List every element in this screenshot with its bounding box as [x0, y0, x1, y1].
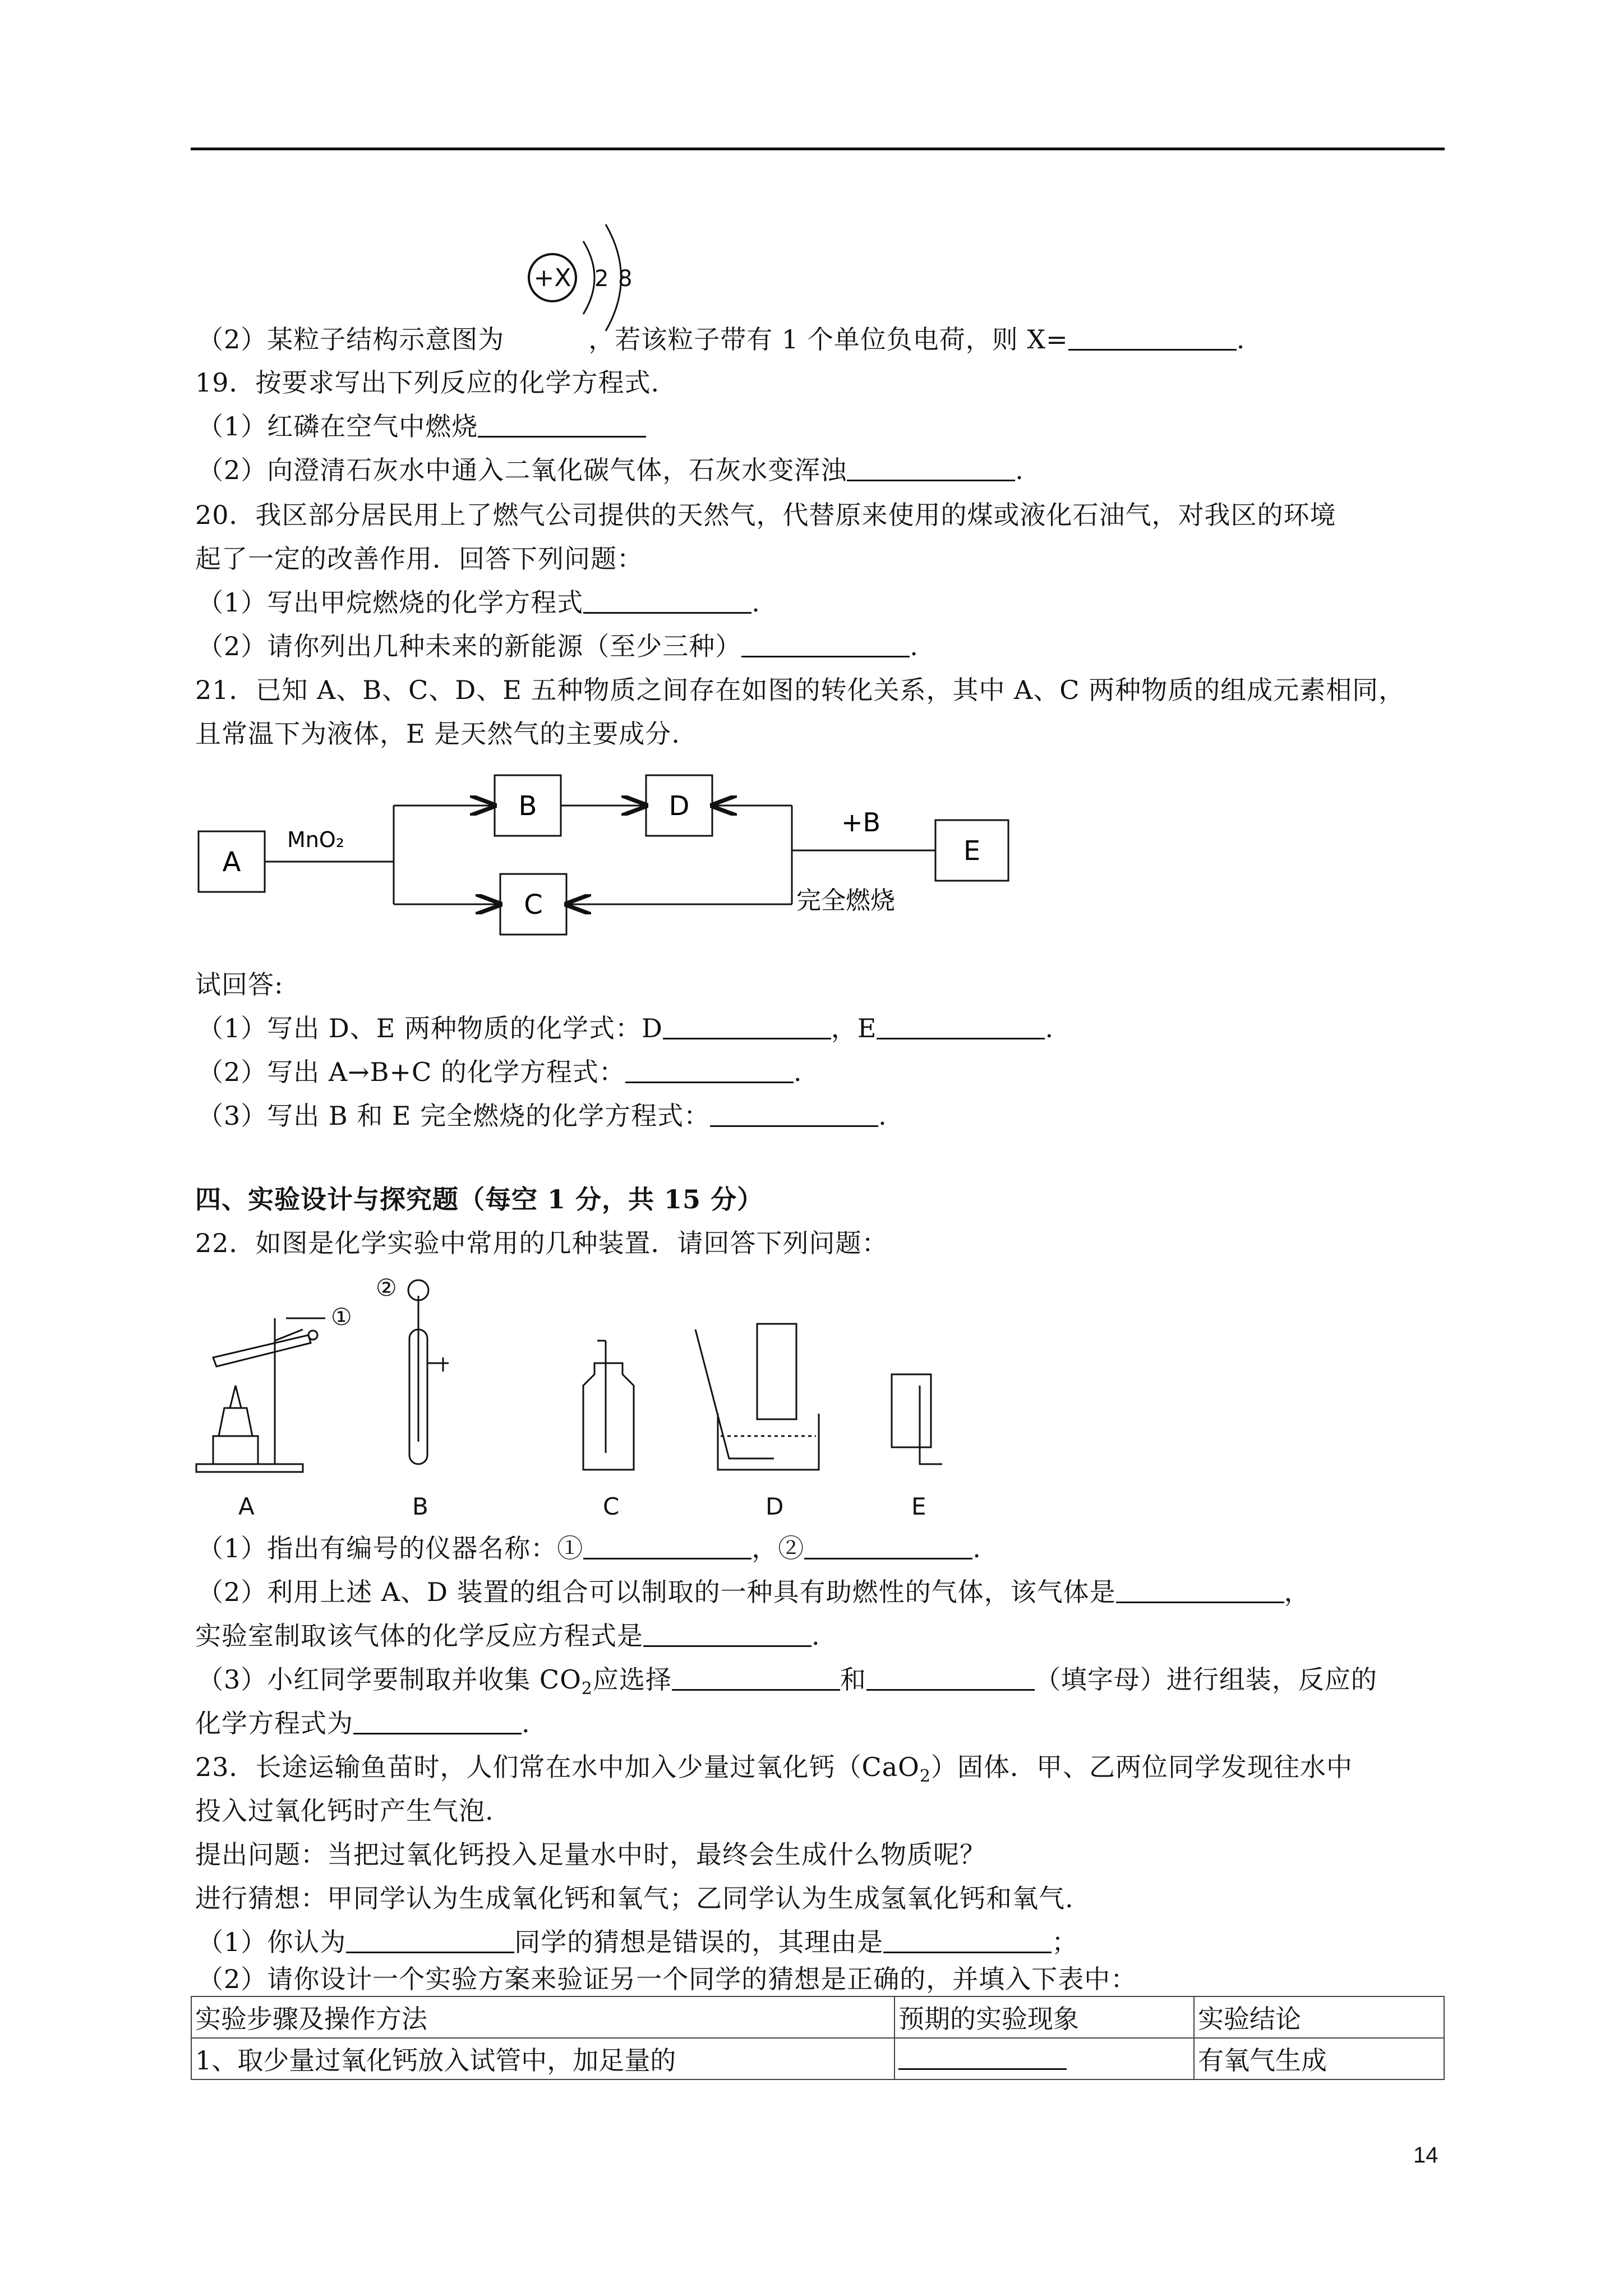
box-E: E — [963, 835, 981, 867]
mark-2: ② — [376, 1274, 397, 1301]
atom-shell-2: 8 — [618, 266, 633, 292]
q18-2: （2）某粒子结构示意图为 ，若该粒子带有 1 个单位负电荷，则 X= . — [197, 324, 1246, 355]
answer-blank[interactable] — [883, 1927, 1052, 1953]
q22-1: （1）指出有编号的仪器名称：① ，② . — [197, 1533, 981, 1563]
q23-question: 提出问题：当把过氧化钙投入足量水中时，最终会生成什么物质呢？ — [195, 1839, 986, 1870]
box-D: D — [668, 790, 690, 822]
answer-blank[interactable] — [583, 1533, 751, 1559]
section-4-heading: 四、实验设计与探究题（每空 1 分，共 15 分） — [195, 1184, 764, 1214]
q23-line1: 23．长途运输鱼苗时，人们常在水中加入少量过氧化钙（CaO$_2$）固体．甲、乙两位同学发现往水中 — [195, 1752, 1353, 1787]
q20-line1: 20．我区部分居民用上了燃气公司提供的天然气，代替原来使用的煤或液化石油气，对我区的环境 — [195, 500, 1336, 530]
answer-blank[interactable] — [898, 2044, 1067, 2070]
q21-1: （1）写出 D、E 两种物质的化学式：D ，E . — [197, 1013, 1054, 1043]
catalyst-label: MnO₂ — [287, 827, 345, 852]
q21-ask: 试回答: — [195, 969, 284, 1000]
answer-blank[interactable] — [663, 1013, 831, 1039]
q21-3: （3）写出 B 和 E 完全燃烧的化学方程式： . — [197, 1101, 887, 1131]
answer-blank[interactable] — [478, 411, 646, 438]
label-A: A — [238, 1493, 255, 1520]
box-A: A — [222, 846, 241, 878]
table-header-row — [191, 1996, 1444, 2038]
mark-1: ① — [331, 1303, 352, 1331]
q22-2a: （2）利用上述 A、D 装置的组合可以制取的一种具有助燃性的气体，该气体是 ， — [197, 1577, 1311, 1607]
label-D: D — [766, 1493, 784, 1520]
answer-blank[interactable] — [583, 587, 751, 614]
header-rule — [191, 148, 1445, 150]
experiment-table — [191, 1996, 1445, 2080]
answer-blank[interactable] — [710, 1101, 878, 1127]
label-B: B — [412, 1493, 428, 1520]
label-C: C — [603, 1493, 620, 1520]
atom-nucleus: +X — [533, 264, 571, 292]
q22: 22．如图是化学实验中常用的几种装置．请回答下列问题： — [195, 1228, 888, 1258]
conversion-flow-diagram — [191, 769, 1032, 956]
answer-blank[interactable] — [672, 1664, 840, 1691]
apparatus-figure — [191, 1273, 1009, 1528]
condition-label: 完全燃烧 — [796, 886, 895, 915]
answer-blank[interactable] — [866, 1664, 1035, 1691]
reagent-label: +B — [841, 807, 881, 838]
q22-2b: 实验室制取该气体的化学反应方程式是 . — [195, 1621, 820, 1651]
q19: 19．按要求写出下列反应的化学方程式. — [195, 367, 660, 398]
table-row — [191, 2038, 1444, 2079]
q19-2: （2）向澄清石灰水中通入二氧化碳气体，石灰水变浑浊 . — [197, 455, 1024, 485]
q20-line2: 起了一定的改善作用．回答下列问题： — [195, 544, 643, 574]
answer-blank[interactable] — [643, 1621, 811, 1647]
answer-blank[interactable] — [847, 455, 1015, 481]
box-C: C — [524, 889, 543, 921]
table-header: 预期的实验现象 — [895, 1996, 1194, 2038]
table-header: 实验步骤及操作方法 — [191, 1996, 895, 2038]
q22-3a: （3）小红同学要制取并收集 $CO_2$应选择 和 （填字母）进行组装，反应的 — [197, 1664, 1377, 1699]
q23-1: （1）你认为 同学的猜想是错误的，其理由是 ； — [197, 1927, 1078, 1957]
answer-blank[interactable] — [346, 1927, 514, 1953]
answer-blank[interactable] — [625, 1057, 794, 1083]
table-header: 实验结论 — [1194, 1996, 1444, 2038]
answer-blank[interactable] — [1116, 1577, 1284, 1603]
q23-2: （2）请你设计一个实验方案来验证另一个同学的猜想是正确的，并填入下表中： — [197, 1964, 1137, 1994]
q21-2: （2）写出 A→B+C 的化学方程式： . — [197, 1057, 803, 1087]
answer-blank[interactable] — [804, 1533, 972, 1559]
table-cell: 有氧气生成 — [1194, 2038, 1444, 2079]
q22-3b: 化学方程式为 . — [195, 1708, 531, 1738]
q20-2: （2）请你列出几种未来的新能源（至少三种） . — [197, 631, 919, 661]
answer-blank[interactable] — [741, 631, 910, 657]
q23-guess: 进行猜想：甲同学认为生成氧化钙和氧气；乙同学认为生成氢氧化钙和氧气. — [195, 1883, 1074, 1913]
table-cell[interactable] — [895, 2038, 1194, 2079]
answer-blank[interactable] — [1068, 324, 1237, 351]
page-number: 14 — [1413, 2143, 1438, 2168]
q23-line2: 投入过氧化钙时产生气泡. — [195, 1796, 494, 1826]
q21-line1: 21．已知 A、B、C、D、E 五种物质之间存在如图的转化关系，其中 A、C 两种物质的组成元素相同， — [195, 675, 1405, 705]
answer-blank[interactable] — [353, 1708, 522, 1734]
answer-blank[interactable] — [877, 1013, 1045, 1039]
label-E: E — [911, 1493, 926, 1520]
atom-shell-1: 2 — [594, 266, 609, 292]
table-cell: 1、取少量过氧化钙放入试管中，加足量的 — [191, 2038, 895, 2079]
q19-1: （1）红磷在空气中燃烧 — [197, 409, 646, 443]
box-B: B — [518, 790, 537, 822]
q20-1: （1）写出甲烷燃烧的化学方程式 . — [197, 587, 760, 618]
q21-line2: 且常温下为液体，E 是天然气的主要成分. — [195, 719, 680, 749]
